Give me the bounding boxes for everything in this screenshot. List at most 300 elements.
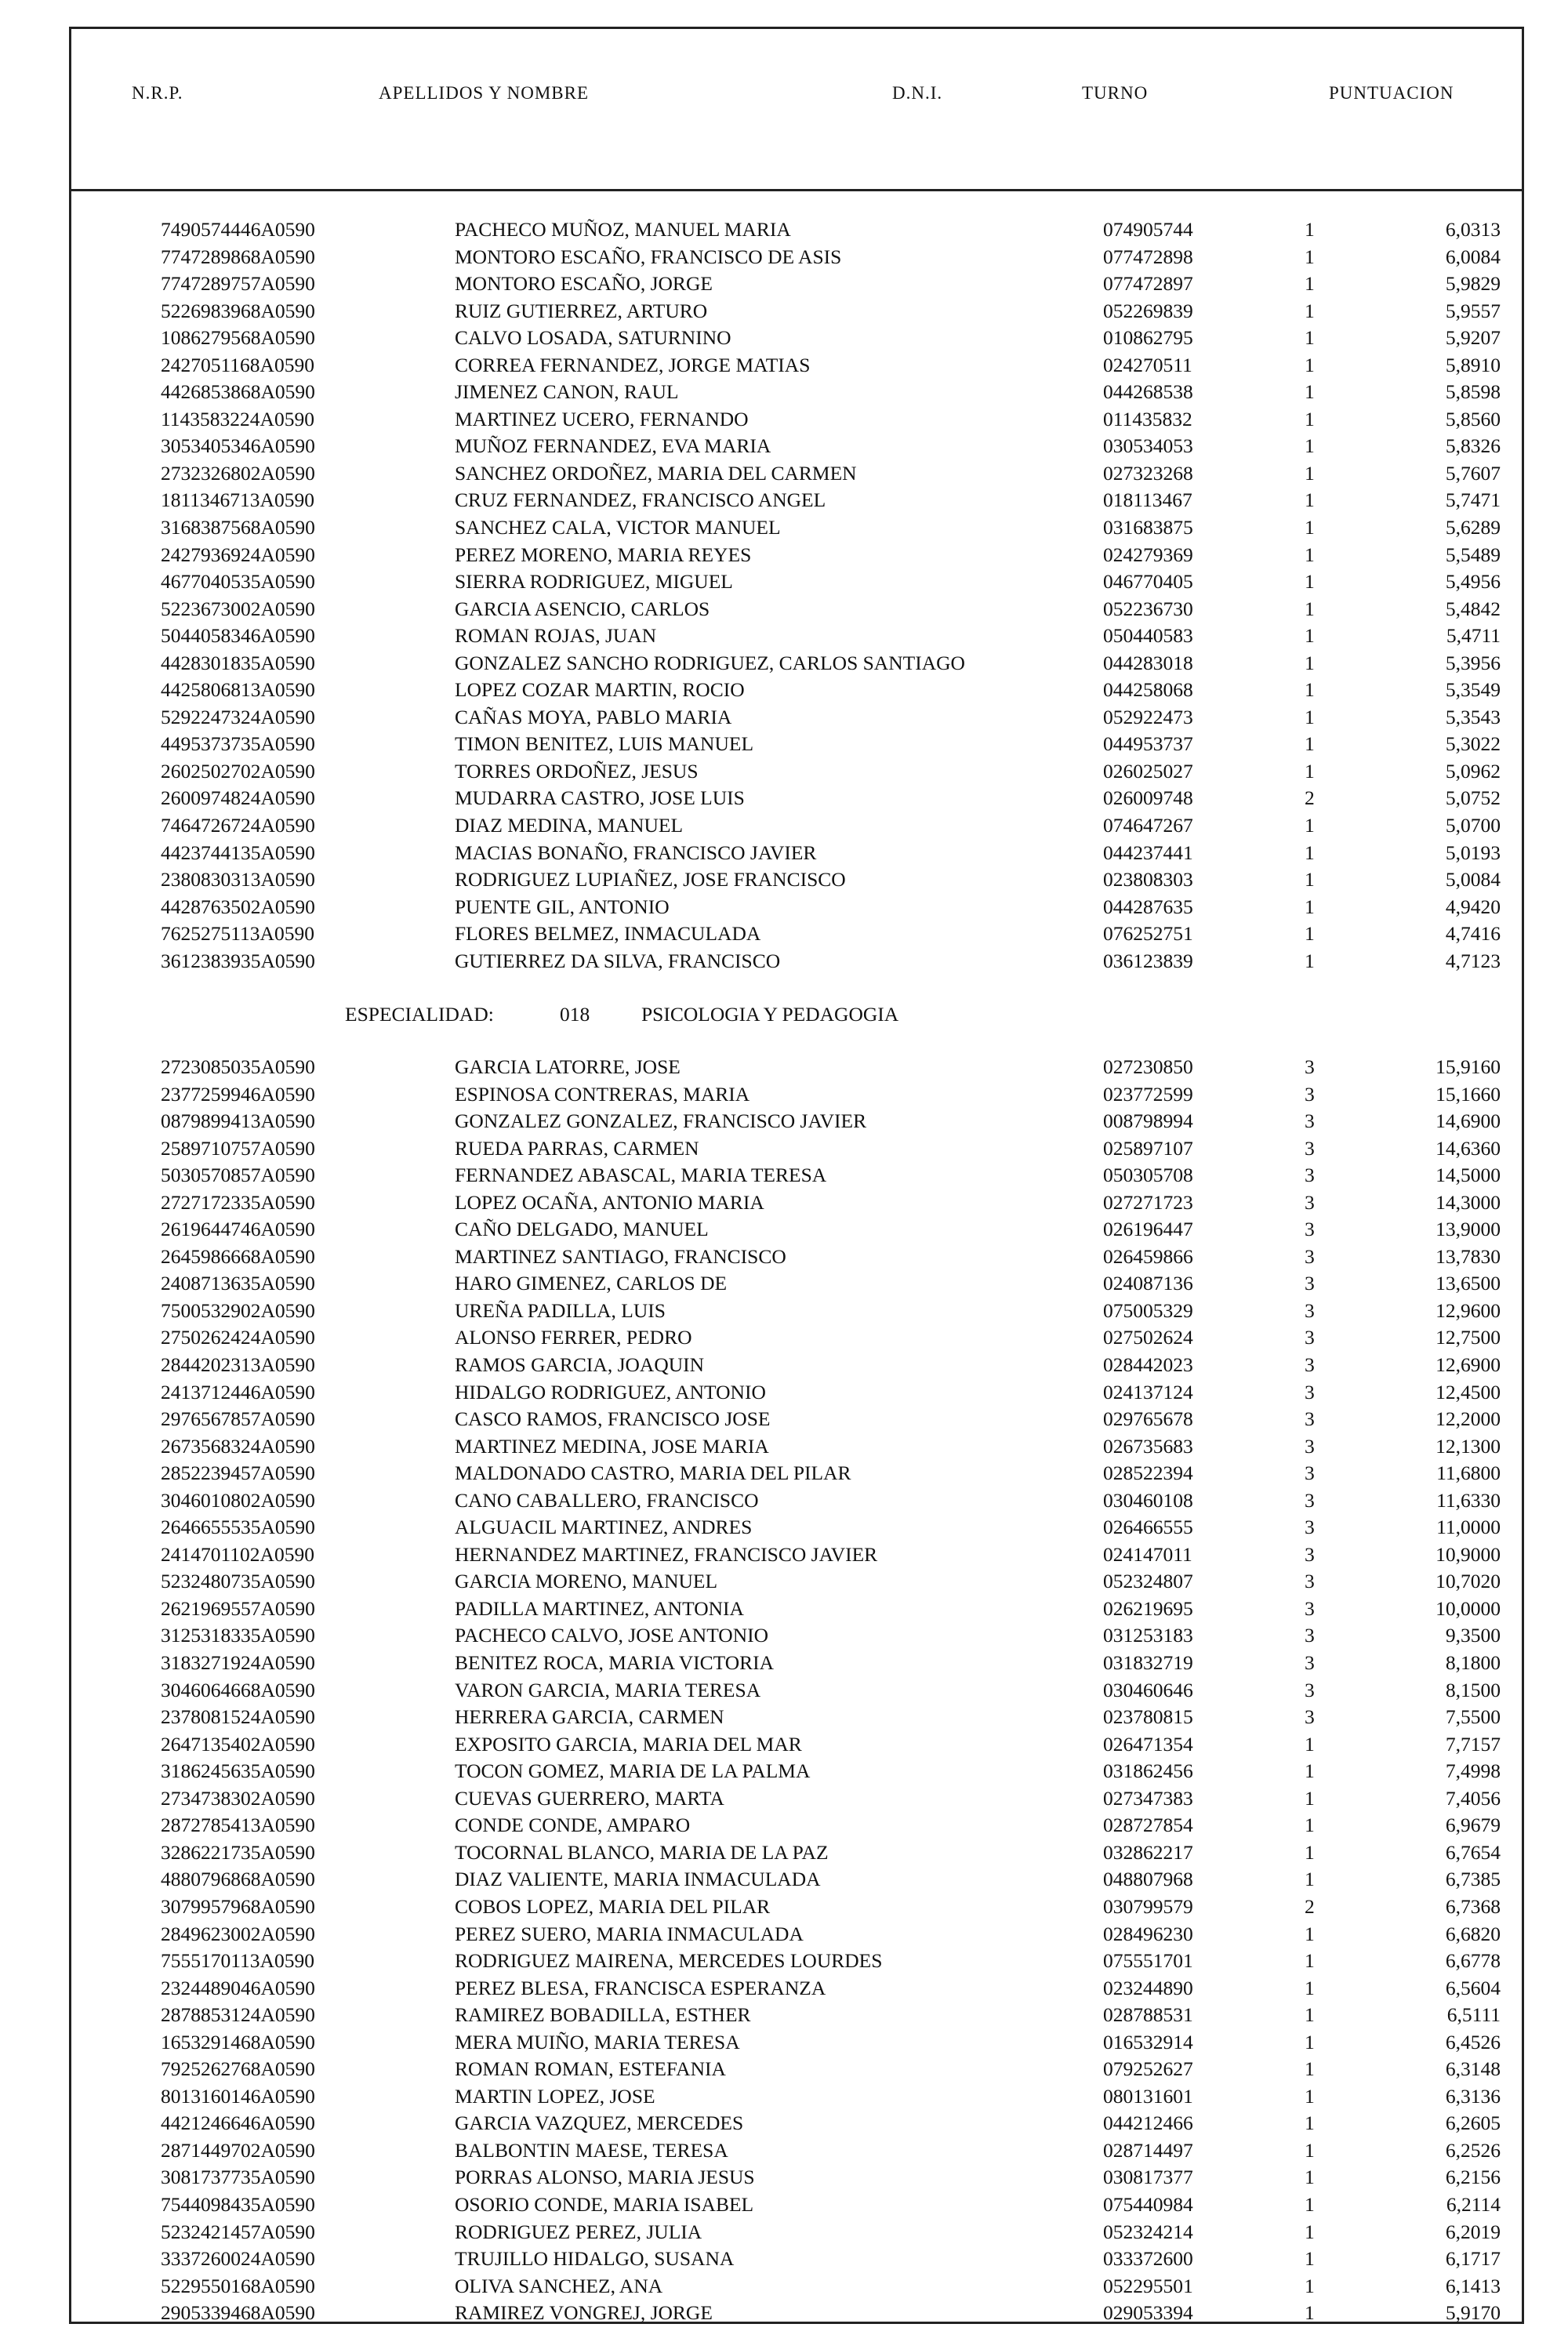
dni-cell: 075005329 — [1103, 1298, 1193, 1322]
dni-cell: 028714497 — [1103, 2138, 1193, 2162]
dni-cell: 024137124 — [1103, 1380, 1193, 1403]
header-nrp: N.R.P. — [132, 83, 183, 103]
table-row — [0, 2219, 1568, 2246]
table-row — [0, 1622, 1568, 1650]
name-cell: MERA MUIÑO, MARIA TERESA — [455, 2030, 740, 2053]
table-row — [0, 1677, 1568, 1705]
table-row — [0, 1894, 1568, 1921]
dni-cell: 028442023 — [1103, 1353, 1193, 1377]
puntuacion-cell: 7,4998 — [1445, 1759, 1501, 1783]
turno-cell: 3 — [1305, 1488, 1315, 1512]
name-cell: CRUZ FERNANDEZ, FRANCISCO ANGEL — [455, 488, 826, 512]
name-cell: RODRIGUEZ LUPIAÑEZ, JOSE FRANCISCO — [455, 868, 846, 891]
table-row — [0, 542, 1568, 569]
nrp-cell: 7500532902A0590 — [161, 1298, 315, 1322]
nrp-cell: 2732326802A0590 — [161, 461, 315, 485]
table-row — [0, 2191, 1568, 2219]
name-cell: PUENTE GIL, ANTONIO — [455, 895, 670, 918]
dni-cell: 052269839 — [1103, 299, 1193, 322]
table-row — [0, 704, 1568, 732]
nrp-cell: 7925262768A0590 — [161, 2057, 315, 2081]
turno-cell: 1 — [1305, 624, 1315, 648]
nrp-cell: 5223673002A0590 — [161, 597, 315, 620]
dni-cell: 010862795 — [1103, 326, 1193, 350]
nrp-cell: 5044058346A0590 — [161, 624, 315, 648]
puntuacion-cell: 14,3000 — [1436, 1190, 1501, 1214]
nrp-cell: 2414701102A0590 — [161, 1542, 314, 1566]
table-row — [0, 379, 1568, 406]
dni-cell: 031683875 — [1103, 516, 1193, 539]
dni-cell: 030460646 — [1103, 1678, 1193, 1701]
name-cell: GARCIA ASENCIO, CARLOS — [455, 597, 710, 620]
table-row — [0, 406, 1568, 434]
nrp-cell: 5232421457A0590 — [161, 2220, 315, 2243]
dni-cell: 027347383 — [1103, 1786, 1193, 1810]
name-cell: CUEVAS GUERRERO, MARTA — [455, 1786, 724, 1810]
table-row — [0, 271, 1568, 298]
puntuacion-cell: 14,6360 — [1436, 1136, 1501, 1160]
table-row — [0, 677, 1568, 704]
table-row — [0, 216, 1568, 244]
turno-cell: 1 — [1305, 2274, 1315, 2297]
nrp-cell: 2427936924A0590 — [161, 543, 315, 566]
turno-cell: 1 — [1305, 434, 1315, 458]
name-cell: TIMON BENITEZ, LUIS MANUEL — [455, 732, 754, 756]
name-cell: SIERRA RODRIGUEZ, MIGUEL — [455, 570, 733, 594]
turno-cell: 1 — [1305, 2057, 1315, 2081]
dni-cell: 030817377 — [1103, 2166, 1193, 2189]
turno-cell: 3 — [1305, 1055, 1315, 1078]
table-section-b — [0, 1054, 1568, 2327]
table-row — [0, 2056, 1568, 2083]
name-cell: CAÑAS MOYA, PABLO MARIA — [455, 705, 732, 728]
turno-cell: 1 — [1305, 922, 1315, 946]
dni-cell: 044287635 — [1103, 895, 1193, 918]
nrp-cell: 2600974824A0590 — [161, 786, 315, 810]
dni-cell: 026735683 — [1103, 1434, 1193, 1458]
dni-cell: 028496230 — [1103, 1922, 1193, 1945]
name-cell: HERNANDEZ MARTINEZ, FRANCISCO JAVIER — [455, 1542, 878, 1566]
puntuacion-cell: 5,3022 — [1445, 732, 1501, 756]
nrp-cell: 4423744135A0590 — [161, 841, 315, 864]
nrp-cell: 3046010802A0590 — [161, 1488, 315, 1512]
puntuacion-cell: 10,0000 — [1436, 1596, 1501, 1620]
turno-cell: 1 — [1305, 759, 1315, 782]
name-cell: SANCHEZ CALA, VICTOR MANUEL — [455, 516, 781, 539]
name-cell: RUIZ GUTIERREZ, ARTURO — [455, 299, 708, 322]
table-row — [0, 244, 1568, 271]
nrp-cell: 3286221735A0590 — [161, 1840, 315, 1864]
turno-cell: 1 — [1305, 678, 1315, 702]
table-row — [0, 1216, 1568, 1244]
turno-cell: 1 — [1305, 2084, 1315, 2108]
name-cell: MACIAS BONAÑO, FRANCISCO JAVIER — [455, 841, 817, 864]
dni-cell: 048807968 — [1103, 1868, 1193, 1891]
puntuacion-cell: 15,9160 — [1436, 1055, 1501, 1078]
turno-cell: 1 — [1305, 2166, 1315, 2189]
puntuacion-cell: 6,0313 — [1445, 218, 1501, 241]
dni-cell: 029765678 — [1103, 1407, 1193, 1431]
puntuacion-cell: 6,7654 — [1445, 1840, 1501, 1864]
turno-cell: 1 — [1305, 2003, 1315, 2027]
puntuacion-cell: 10,9000 — [1436, 1542, 1501, 1566]
turno-cell: 1 — [1305, 651, 1315, 674]
dni-cell: 044258068 — [1103, 678, 1193, 702]
dni-cell: 026466555 — [1103, 1516, 1193, 1539]
name-cell: COBOS LOPEZ, MARIA DEL PILAR — [455, 1894, 771, 1918]
nrp-cell: 1086279568A0590 — [161, 326, 315, 350]
nrp-cell: 4425806813A0590 — [161, 678, 315, 702]
table-row — [0, 1785, 1568, 1813]
nrp-cell: 4421246646A0590 — [161, 2111, 315, 2135]
nrp-cell: 2673568324A0590 — [161, 1434, 315, 1458]
name-cell: ALGUACIL MARTINEZ, ANDRES — [455, 1516, 753, 1539]
dni-cell: 052324807 — [1103, 1570, 1193, 1593]
table-row — [0, 2246, 1568, 2273]
table-row — [0, 1975, 1568, 2003]
nrp-cell: 8013160146A0590 — [161, 2084, 315, 2108]
nrp-cell: 2427051168A0590 — [161, 353, 314, 376]
name-cell: PADILLA MARTINEZ, ANTONIA — [455, 1596, 744, 1620]
name-cell: PACHECO CALVO, JOSE ANTONIO — [455, 1624, 769, 1647]
nrp-cell: 7555170113A0590 — [161, 1949, 314, 1973]
puntuacion-cell: 13,7830 — [1436, 1244, 1501, 1268]
name-cell: GONZALEZ GONZALEZ, FRANCISCO JAVIER — [455, 1109, 867, 1133]
turno-cell: 3 — [1305, 1651, 1315, 1675]
name-cell: OLIVA SANCHEZ, ANA — [455, 2274, 663, 2297]
dni-cell: 080131601 — [1103, 2084, 1193, 2108]
dni-cell: 011435832 — [1103, 407, 1192, 430]
turno-cell: 3 — [1305, 1407, 1315, 1431]
nrp-cell: 1653291468A0590 — [161, 2030, 315, 2053]
dni-cell: 024087136 — [1103, 1272, 1193, 1295]
dni-cell: 031832719 — [1103, 1651, 1193, 1675]
name-cell: EXPOSITO GARCIA, MARIA DEL MAR — [455, 1732, 802, 1756]
puntuacion-cell: 8,1500 — [1445, 1678, 1501, 1701]
name-cell: FLORES BELMEZ, INMACULADA — [455, 922, 761, 946]
dni-cell: 077472897 — [1103, 272, 1193, 296]
name-cell: ROMAN ROJAS, JUAN — [455, 624, 657, 648]
nrp-cell: 2727172335A0590 — [161, 1190, 315, 1214]
name-cell: CASCO RAMOS, FRANCISCO JOSE — [455, 1407, 771, 1431]
name-cell: PEREZ MORENO, MARIA REYES — [455, 543, 752, 566]
table-row — [0, 1541, 1568, 1569]
puntuacion-cell: 5,8598 — [1445, 380, 1501, 404]
turno-cell: 3 — [1305, 1326, 1315, 1349]
turno-cell: 3 — [1305, 1570, 1315, 1593]
name-cell: CANO CABALLERO, FRANCISCO — [455, 1488, 759, 1512]
nrp-cell: 4426853868A0590 — [161, 380, 315, 404]
name-cell: ESPINOSA CONTRERAS, MARIA — [455, 1082, 750, 1106]
puntuacion-cell: 6,2526 — [1445, 2138, 1501, 2162]
table-row — [0, 568, 1568, 596]
dni-cell: 023772599 — [1103, 1082, 1193, 1106]
turno-cell: 3 — [1305, 1461, 1315, 1485]
turno-cell: 1 — [1305, 407, 1315, 430]
name-cell: UREÑA PADILLA, LUIS — [455, 1298, 666, 1322]
puntuacion-cell: 5,4842 — [1445, 597, 1501, 620]
name-cell: FERNANDEZ ABASCAL, MARIA TERESA — [455, 1164, 827, 1187]
puntuacion-cell: 11,6330 — [1436, 1488, 1501, 1512]
dni-cell: 075551701 — [1103, 1949, 1193, 1973]
dni-cell: 027323268 — [1103, 461, 1193, 485]
turno-cell: 1 — [1305, 868, 1315, 891]
puntuacion-cell: 6,6820 — [1445, 1922, 1501, 1945]
puntuacion-cell: 11,0000 — [1436, 1516, 1501, 1539]
dni-cell: 016532914 — [1103, 2030, 1193, 2053]
puntuacion-cell: 9,3500 — [1445, 1624, 1501, 1647]
name-cell: PACHECO MUÑOZ, MANUEL MARIA — [455, 218, 791, 241]
nrp-cell: 5030570857A0590 — [161, 1164, 315, 1187]
table-row — [0, 2110, 1568, 2137]
nrp-cell: 5292247324A0590 — [161, 705, 315, 728]
puntuacion-cell: 13,9000 — [1436, 1218, 1501, 1241]
puntuacion-cell: 5,7471 — [1445, 488, 1501, 512]
puntuacion-cell: 5,3543 — [1445, 705, 1501, 728]
puntuacion-cell: 6,5604 — [1445, 1976, 1501, 1999]
puntuacion-cell: 5,0084 — [1445, 868, 1501, 891]
puntuacion-cell: 5,9207 — [1445, 326, 1501, 350]
turno-cell: 1 — [1305, 949, 1315, 972]
turno-cell: 3 — [1305, 1082, 1315, 1106]
turno-cell: 1 — [1305, 245, 1315, 268]
dni-cell: 027230850 — [1103, 1055, 1193, 1078]
name-cell: PEREZ BLESA, FRANCISCA ESPERANZA — [455, 1976, 826, 1999]
turno-cell: 1 — [1305, 570, 1315, 594]
nrp-cell: 4495373735A0590 — [161, 732, 315, 756]
especialidad-code: 018 — [560, 1003, 590, 1026]
table-row — [0, 596, 1568, 623]
table-header — [69, 27, 1524, 191]
puntuacion-cell: 6,6778 — [1445, 1949, 1501, 1973]
puntuacion-cell: 5,9557 — [1445, 299, 1501, 322]
turno-cell: 3 — [1305, 1272, 1315, 1295]
nrp-cell: 2905339468A0590 — [161, 2301, 315, 2325]
nrp-cell: 2380830313A0590 — [161, 868, 315, 891]
table-row — [0, 460, 1568, 488]
puntuacion-cell: 5,3956 — [1445, 651, 1501, 674]
dni-cell: 033372600 — [1103, 2247, 1193, 2271]
puntuacion-cell: 5,4711 — [1446, 624, 1501, 648]
nrp-cell: 3183271924A0590 — [161, 1651, 315, 1675]
name-cell: MARTINEZ MEDINA, JOSE MARIA — [455, 1434, 769, 1458]
name-cell: BENITEZ ROCA, MARIA VICTORIA — [455, 1651, 775, 1675]
dni-cell: 076252751 — [1103, 922, 1193, 946]
table-row — [0, 866, 1568, 894]
nrp-cell: 7464726724A0590 — [161, 814, 315, 837]
puntuacion-cell: 5,6289 — [1445, 516, 1501, 539]
puntuacion-cell: 4,9420 — [1445, 895, 1501, 918]
dni-cell: 031862456 — [1103, 1759, 1193, 1783]
puntuacion-cell: 6,2114 — [1446, 2192, 1501, 2216]
table-row — [0, 623, 1568, 650]
name-cell: TOCORNAL BLANCO, MARIA DE LA PAZ — [455, 1840, 829, 1864]
turno-cell: 1 — [1305, 2030, 1315, 2053]
name-cell: MALDONADO CASTRO, MARIA DEL PILAR — [455, 1461, 851, 1485]
table-row — [0, 948, 1568, 975]
turno-cell: 1 — [1305, 2138, 1315, 2162]
name-cell: TORRES ORDOÑEZ, JESUS — [455, 759, 699, 782]
puntuacion-cell: 13,6500 — [1436, 1272, 1501, 1295]
dni-cell: 044283018 — [1103, 651, 1193, 674]
nrp-cell: 2408713635A0590 — [161, 1272, 315, 1295]
nrp-cell: 3081737735A0590 — [161, 2166, 315, 2189]
turno-cell: 3 — [1305, 1136, 1315, 1160]
puntuacion-cell: 6,2019 — [1445, 2220, 1501, 2243]
nrp-cell: 7747289757A0590 — [161, 272, 315, 296]
table-row — [0, 514, 1568, 542]
name-cell: CONDE CONDE, AMPARO — [455, 1814, 691, 1837]
puntuacion-cell: 8,1800 — [1445, 1651, 1501, 1675]
nrp-cell: 2871449702A0590 — [161, 2138, 315, 2162]
table-row — [0, 1460, 1568, 1487]
nrp-cell: 2378081524A0590 — [161, 1705, 315, 1729]
puntuacion-cell: 12,1300 — [1436, 1434, 1501, 1458]
table-row — [0, 1650, 1568, 1677]
puntuacion-cell: 5,0193 — [1445, 841, 1501, 864]
puntuacion-cell: 6,3148 — [1445, 2057, 1501, 2081]
nrp-cell: 4880796868A0590 — [161, 1868, 315, 1891]
puntuacion-cell: 5,4956 — [1445, 570, 1501, 594]
table-row — [0, 1298, 1568, 1325]
header-name: APELLIDOS Y NOMBRE — [379, 83, 590, 103]
turno-cell: 3 — [1305, 1298, 1315, 1322]
turno-cell: 1 — [1305, 326, 1315, 350]
turno-cell: 3 — [1305, 1596, 1315, 1620]
turno-cell: 1 — [1305, 218, 1315, 241]
nrp-cell: 5226983968A0590 — [161, 299, 315, 322]
puntuacion-cell: 5,8910 — [1445, 353, 1501, 376]
puntuacion-cell: 14,6900 — [1436, 1109, 1501, 1133]
nrp-cell: 2602502702A0590 — [161, 759, 315, 782]
puntuacion-cell: 6,7368 — [1445, 1894, 1501, 1918]
nrp-cell: 2878853124A0590 — [161, 2003, 315, 2027]
name-cell: RAMOS GARCIA, JOAQUIN — [455, 1353, 705, 1377]
table-row — [0, 1324, 1568, 1352]
turno-cell: 3 — [1305, 1353, 1315, 1377]
dni-cell: 027271723 — [1103, 1190, 1193, 1214]
dni-cell: 023244890 — [1103, 1976, 1193, 1999]
turno-cell: 1 — [1305, 597, 1315, 620]
table-row — [0, 2300, 1568, 2327]
dni-cell: 026471354 — [1103, 1732, 1193, 1756]
name-cell: GARCIA LATORRE, JOSE — [455, 1055, 681, 1078]
turno-cell: 1 — [1305, 1732, 1315, 1756]
puntuacion-cell: 5,0752 — [1445, 786, 1501, 810]
turno-cell: 1 — [1305, 353, 1315, 376]
turno-cell: 2 — [1305, 1894, 1315, 1918]
nrp-cell: 2647135402A0590 — [161, 1732, 315, 1756]
table-row — [0, 1379, 1568, 1407]
name-cell: PEREZ SUERO, MARIA INMACULADA — [455, 1922, 804, 1945]
turno-cell: 3 — [1305, 1380, 1315, 1403]
name-cell: CAÑO DELGADO, MANUEL — [455, 1218, 709, 1241]
name-cell: RAMIREZ BOBADILLA, ESTHER — [455, 2003, 751, 2027]
turno-cell: 1 — [1305, 814, 1315, 837]
nrp-cell: 4428763502A0590 — [161, 895, 315, 918]
table-row — [0, 1054, 1568, 1081]
table-row — [0, 352, 1568, 379]
nrp-cell: 2589710757A0590 — [161, 1136, 315, 1160]
table-row — [0, 325, 1568, 352]
dni-cell: 052236730 — [1103, 597, 1193, 620]
turno-cell: 1 — [1305, 705, 1315, 728]
dni-cell: 026196447 — [1103, 1218, 1193, 1241]
table-row — [0, 1568, 1568, 1596]
table-row — [0, 1921, 1568, 1948]
table-row — [0, 1596, 1568, 1623]
nrp-cell: 2324489046A0590 — [161, 1976, 315, 1999]
nrp-cell: 2646655535A0590 — [161, 1516, 315, 1539]
name-cell: MONTORO ESCAÑO, FRANCISCO DE ASIS — [455, 245, 842, 268]
turno-cell: 1 — [1305, 1976, 1315, 1999]
nrp-cell: 2377259946A0590 — [161, 1082, 315, 1106]
name-cell: GONZALEZ SANCHO RODRIGUEZ, CARLOS SANTIAGO — [455, 651, 965, 674]
nrp-cell: 2976567857A0590 — [161, 1407, 315, 1431]
dni-cell: 023808303 — [1103, 868, 1193, 891]
puntuacion-cell: 14,5000 — [1436, 1164, 1501, 1187]
table-row — [0, 2002, 1568, 2029]
dni-cell: 044953737 — [1103, 732, 1193, 756]
header-puntuacion: PUNTUACION — [1329, 83, 1454, 103]
turno-cell: 3 — [1305, 1164, 1315, 1187]
name-cell: MONTORO ESCAÑO, JORGE — [455, 272, 713, 296]
dni-cell: 074647267 — [1103, 814, 1193, 837]
nrp-cell: 3186245635A0590 — [161, 1759, 315, 1783]
dni-cell: 023780815 — [1103, 1705, 1193, 1729]
dni-cell: 046770405 — [1103, 570, 1193, 594]
puntuacion-cell: 12,2000 — [1436, 1407, 1501, 1431]
especialidad-heading — [0, 1000, 1568, 1029]
name-cell: CORREA FERNANDEZ, JORGE MATIAS — [455, 353, 811, 376]
table-row — [0, 2083, 1568, 2111]
dni-cell: 029053394 — [1103, 2301, 1193, 2325]
puntuacion-cell: 12,4500 — [1436, 1380, 1501, 1403]
nrp-cell: 5232480735A0590 — [161, 1570, 315, 1593]
nrp-cell: 2844202313A0590 — [161, 1353, 315, 1377]
name-cell: GARCIA VAZQUEZ, MERCEDES — [455, 2111, 744, 2135]
puntuacion-cell: 5,0700 — [1445, 814, 1501, 837]
puntuacion-cell: 5,7607 — [1445, 461, 1501, 485]
nrp-cell: 1143583224A0590 — [161, 407, 314, 430]
nrp-cell: 3053405346A0590 — [161, 434, 315, 458]
table-row — [0, 1487, 1568, 1515]
table-row — [0, 1406, 1568, 1433]
dni-cell: 031253183 — [1103, 1624, 1193, 1647]
table-row — [0, 1731, 1568, 1759]
turno-cell: 3 — [1305, 1190, 1315, 1214]
dni-cell: 030534053 — [1103, 434, 1193, 458]
table-row — [0, 812, 1568, 840]
table-row — [0, 1839, 1568, 1867]
especialidad-name: PSICOLOGIA Y PEDAGOGIA — [641, 1003, 899, 1026]
table-row — [0, 894, 1568, 921]
table-row — [0, 2273, 1568, 2300]
table-row — [0, 840, 1568, 867]
nrp-cell: 2621969557A0590 — [161, 1596, 315, 1620]
dni-cell: 026459866 — [1103, 1244, 1193, 1268]
turno-cell: 1 — [1305, 272, 1315, 296]
puntuacion-cell: 5,8560 — [1445, 407, 1501, 430]
table-row — [0, 2137, 1568, 2165]
puntuacion-cell: 12,7500 — [1436, 1326, 1501, 1349]
nrp-cell: 2619644746A0590 — [161, 1218, 315, 1241]
turno-cell: 3 — [1305, 1516, 1315, 1539]
table-row — [0, 920, 1568, 948]
turno-cell: 1 — [1305, 2192, 1315, 2216]
name-cell: OSORIO CONDE, MARIA ISABEL — [455, 2192, 754, 2216]
name-cell: LOPEZ OCAÑA, ANTONIO MARIA — [455, 1190, 764, 1214]
